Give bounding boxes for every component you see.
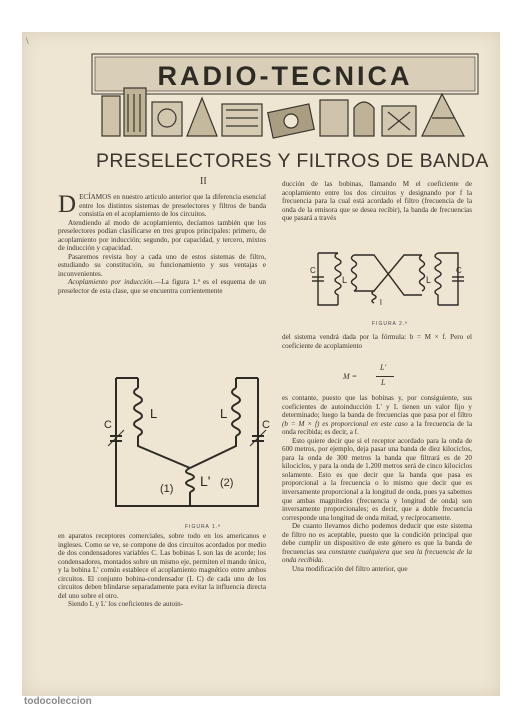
right-column-bottom [282, 394, 472, 573]
figure-1-circuit [104, 368, 270, 516]
paragraph: del sistema vendrá dada por la fórmula: b = M × f. Pero el coeficiente de acoplamiento [282, 333, 472, 350]
figure-2-caption: FIGURA 2.ª [372, 321, 409, 327]
fig1-label-c-left: C [104, 419, 112, 431]
right-column-middle [282, 333, 472, 350]
fig1-label-num2: (2) [220, 477, 234, 489]
fig2-label-l-right: L [426, 275, 432, 285]
paragraph: ducción de las bobinas, llamando M el coeficiente de acoplamiento entre los dos circuitos y designando por f la frecuencia para la cual está acordado el filtro (frecuencia de la onda de la emisora que se desea recibir), la banda de frecuencias que pasará a través [282, 180, 472, 223]
figure-1-caption: FIGURA 1.ª [185, 524, 222, 530]
paragraph: DECÍAMOS en nuestro artículo anterior que la diferencia esencial entre los distintos sistemas de preselectores y filtros de banda consistía en el acoplamiento de los circuitos. [58, 191, 266, 219]
dropcap: D [58, 191, 77, 218]
fig1-label-c-right: C [262, 419, 270, 431]
paragraph: en aparatos receptores comerciales, sobre todo en los americanos e ingleses. Como se ve, se compone de dos circuitos acordados por medio de dos condensadores variables C. Las bobinas L son las de acorde; los condensadores, montados sobre un mismo eje, permiten el mando único, y la bobina L' común establece el acoplamiento magnético entre ambos circuitos. El conjunto bobina-condensador (L C) de cada uno de los circuitos deben blindarse separadamente para evitar la influencia directa del uno sobre el otro. [58, 532, 266, 600]
paragraph: es contante, puesto que las bobinas y, por consiguiente, sus coeficientes de autoinducción L' y L tienen un valor fijo y determinado; luego la banda de frecuencias que pasa por el filtro (b = M × f) es proporcional en este caso a la frecuencia de la onda recibida; es decir, a f. [282, 394, 472, 437]
formula-denominator: L [381, 378, 386, 387]
fig2-label-c-left: C [310, 266, 316, 275]
formula-numerator: L' [380, 363, 387, 372]
paragraph: De cuanto llevamos dicho podemos deducir que este sistema de filtro no es aceptable, puesto que la condición principal que debe cumplir un dispositivo de este género es que la banda de frecuencias sea constante cualquiera que sea la frecuencia de la onda recibida. [282, 522, 472, 565]
paragraph: Esto quiere decir que si el receptor acordado para la onda de 600 metros, por ejemplo, deja pasar una banda de diez kilociclos, para la onda de 300 metros la banda que filtrará es de 20 kilociclos, y para la onda de 1.200 metros será de cinco kilociclos solamente. Esto es que decir que la banda que pasa es proporcional a la frecuencia o lo mismo que decir que es inversamente proporcional a la longitud de onda, pues ya sabemos que ambas magnitudes (frecuencia y longitud de onda) son inversamente proporcionales; es decir, que a doble frecuencia corresponde una longitud de onda mitad, y recíprocamente. [282, 436, 472, 522]
right-column-top [282, 180, 472, 223]
header-banner [92, 48, 478, 142]
banner-text: RADIO-TECNICA [157, 61, 413, 91]
article-part-number: II [200, 176, 207, 187]
corner-mark: \ [26, 36, 29, 46]
fig1-label-num1: (1) [160, 483, 174, 495]
figure-2-circuit [312, 245, 464, 313]
fig2-label-c-right: C [456, 266, 462, 275]
left-column-top [58, 193, 266, 296]
fig2-label-l-left: L [342, 275, 348, 285]
fig2-label-l-mid: l [380, 298, 382, 307]
fig1-label-l-right: L [220, 406, 228, 421]
fig1-label-l-common: L' [200, 473, 211, 489]
formula-fraction-bar [376, 376, 394, 377]
paragraph: Siendo L y L' los coeficientes de autoin- [68, 600, 184, 609]
left-column-bottom [58, 532, 266, 609]
watermark: todocoleccion [24, 696, 92, 707]
paragraph: Una modificación del filtro anterior, que [292, 564, 408, 573]
fig1-label-l-left: L [150, 406, 158, 421]
formula-lhs: M = [343, 372, 358, 381]
paragraph: Acoplamiento por inducción.—La figura 1.ª es el esquema de un preselector de esta clase, que se encuentra corrientemente [58, 278, 266, 296]
paragraph: Atendiendo al modo de acoplamiento, decíamos también que los preselectores podían clasificarse en tres grupos principales: primero, de acoplamiento por inducción; segundo, por capacidad, y tercero, mixtos de inducción y capacidad. [58, 218, 266, 253]
article-title: PRESELECTORES Y FILTROS DE BANDA [96, 150, 489, 172]
paragraph: Pasaremos revista hoy a cada uno de estos sistemas de filtro, estudiando su constitución, su funcionamiento y sus ventajas e inconvenientes. [58, 252, 266, 278]
